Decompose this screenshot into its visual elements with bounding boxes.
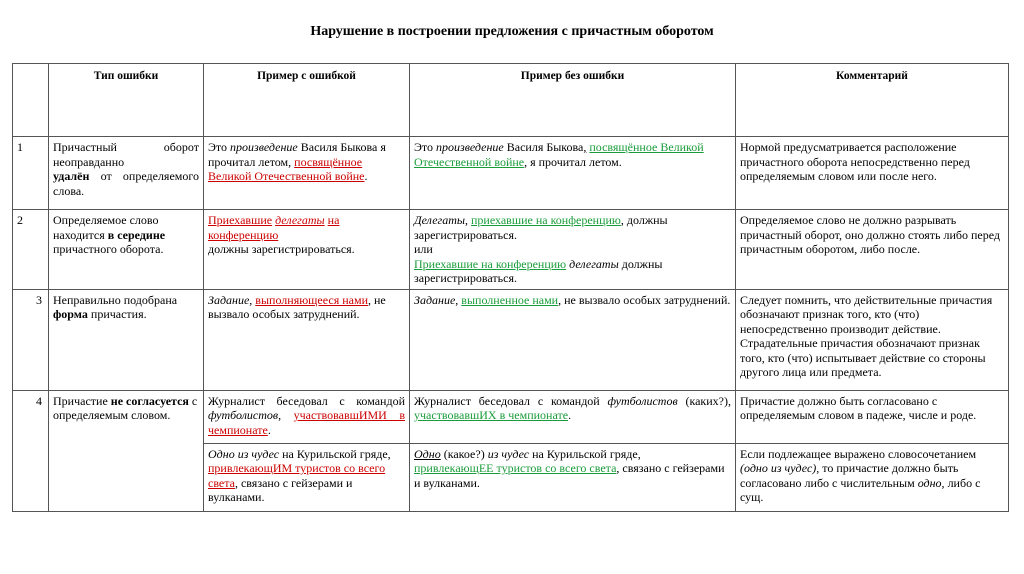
header-right-example: Пример без ошибки (410, 64, 736, 137)
error-type-cell: Определяемое слово находится в середине причастного оборота. (49, 210, 204, 290)
wrong-example-cell: Журналист беседовал с командой футболистов, участвовавшИМИ в чемпионате. (204, 390, 410, 443)
wrong-example-cell: Задание, выполняющееся нами, не вызвало особых затруднений. (204, 289, 410, 390)
comment-cell: Нормой предусматривается расположение причастного оборота непосредственно перед определяемым словом или после него. (736, 137, 1009, 210)
comment-cell: Если подлежащее выражено словосочетанием (одно из чудес), то причастие должно быть согласовано либо с числительным одно, либо с сущ. (736, 443, 1009, 511)
page-title: Нарушение в построении предложения с причастным оборотом (310, 24, 714, 39)
table-row (13, 390, 1009, 443)
header-wrong-example: Пример с ошибкой (204, 64, 410, 137)
right-example-cell: Делегаты, приехавшие на конференцию, должны зарегистрироваться. или Приехавшие на конференцию делегаты должны зарегистрироваться. (410, 210, 736, 290)
right-example-cell: Одно (какое?) из чудес на Курильской гряде, привлекающЕЕ туристов со всего света, связано с гейзерами и вулканами. (410, 443, 736, 511)
right-example-cell: Журналист беседовал с командой футболистов (каких?), участвовавшИХ в чемпионате. (410, 390, 736, 443)
right-example-cell: Задание, выполненное нами, не вызвало особых затруднений. (410, 289, 736, 390)
error-type-cell: Причастие не согласуется с определяемым словом. (49, 390, 204, 511)
error-type-cell: Причастный оборот неоправданно удалён от определяемого слова. (49, 137, 204, 210)
table-row (13, 210, 1009, 290)
table-header-row (13, 64, 1009, 137)
header-error-type: Тип ошибки (49, 64, 204, 137)
wrong-example-cell: Это произведение Василя Быкова я прочитал летом, посвящённое Великой Отечественной войне. (204, 137, 410, 210)
header-comment: Комментарий (736, 64, 1009, 137)
comment-cell: Определяемое слово не должно разрывать причастный оборот, оно должно стоять либо перед причастным оборотом, либо после. (736, 210, 1009, 290)
row-number: 3 (13, 289, 49, 390)
header-number (13, 64, 49, 137)
comment-cell: Причастие должно быть согласовано с определяемым словом в падеже, числе и роде. (736, 390, 1009, 443)
table-row (13, 289, 1009, 390)
table-row (13, 137, 1009, 210)
comment-cell: Следует помнить, что действительные причастия обозначают признак того, кто (что) непосредственно производит действие. Страдательные причастия обозначают признак того, кто (что) испытывает действие со стороны другого лица или предмета. (736, 289, 1009, 390)
errors-table (12, 63, 1009, 512)
row-number: 4 (13, 390, 49, 511)
wrong-example-cell: Приехавшие делегаты на конференцию должны зарегистрироваться. (204, 210, 410, 290)
row-number: 1 (13, 137, 49, 210)
error-type-cell: Неправильно подобрана форма причастия. (49, 289, 204, 390)
right-example-cell: Это произведение Василя Быкова, посвящённое Великой Отечественной войне, я прочитал летом. (410, 137, 736, 210)
wrong-example-cell: Одно из чудес на Курильской гряде, привлекающИМ туристов со всего света, связано с гейзерами и вулканами. (204, 443, 410, 511)
row-number: 2 (13, 210, 49, 290)
